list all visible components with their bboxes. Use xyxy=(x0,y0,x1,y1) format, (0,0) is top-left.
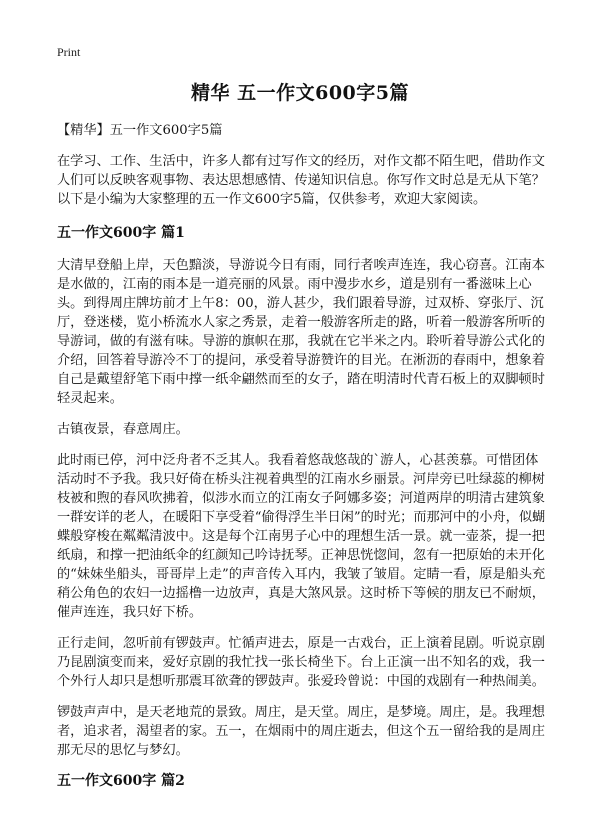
section-paragraph: 大清早登船上岸，天色黯淡，导游说今日有雨，同行者唉声连连，我心窃喜。江南本是水做的，江南的雨本是一道亮丽的风景。雨中漫步水乡，道是别有一番滋味上心头。到得周庄牌坊前才上午8：00，游人甚少，我们跟着导游，过双桥、穿张厅、沉厅，登迷楼，览小桥流水人家之秀景，走着一般游客所走的路，听着一般游客所听的导游词，做的有滋有味。导游的旗帜在那，我就在它半米之内。聆听着导游公式化的介绍，回答着导游冷不丁的提问，承受着导游赞许的目光。在淅沥的春雨中，想象着自己是戴望舒笔下雨中撑一纸伞翩然而至的女子，踏在明清时代青石板上的双脚顿时轻灵起来。 xyxy=(57,258,545,406)
intro-paragraph: 在学习、工作、生活中，许多人都有过写作文的经历，对作文都不陌生吧，借助作文人们可以反映客观事物、表达思想感情、传递知识信息。你写作文时总是无从下笔？以下是小编为大家整理的五一作文600字5篇，仅供参考，欢迎大家阅读。 xyxy=(57,154,545,207)
section-heading: 五一作文600字 篇2 xyxy=(57,773,185,789)
document-title: 精华 五一作文600字5篇 xyxy=(191,82,409,104)
document-body xyxy=(57,121,547,804)
section-paragraph: 正行走间，忽听前有锣鼓声。忙循声进去，原是一古戏台，正上演着昆剧。听说京剧乃昆剧演变而来，爱好京剧的我忙找一张长椅坐下。台上正演一出不知名的戏，我一个外行人却只是想听那震耳欲聋的锣鼓声。张爱玲曾说：中国的戏剧有一种热闹美。 xyxy=(57,636,545,689)
section-paragraph: 此时雨已停，河中泛舟者不乏其人。我看着悠哉悠哉的`游人，心甚羡慕。可惜团体活动时不予我。我只好倚在桥头注视着典型的江南水乡丽景。河岸旁已吐绿蕊的柳树枝被和煦的春风吹拂着，似涉水而立的江南女子阿娜多姿；河道两岸的明清古建筑象一群安详的老人，在暖阳下享受着“偷得浮生半日闲”的时光；而那河中的小舟，似蝴蝶般穿梭在粼粼清波中。这是每个江南男子心中的理想生活一景。就一壶茶，提一把纸扇，和撑一把油纸伞的红颜知己吟诗抚琴。正神思恍惚间，忽有一把原始的未开化的“妹妹坐船头，哥哥岸上走”的声音传入耳内，我皱了皱眉。定睛一看，原是船头充稍公角色的农妇一边摇橹一边放声，真是大煞风景。这时桥下等候的朋友已不耐烦，催声连连，我只好下桥。 xyxy=(57,453,546,620)
print-link[interactable]: Print xyxy=(57,45,81,59)
section-paragraph: 古镇夜景，春意周庄。 xyxy=(57,422,189,437)
section-heading: 五一作文600字 篇1 xyxy=(57,225,185,241)
document-subtitle: 【精华】五一作文600字5篇 xyxy=(57,123,223,138)
section-paragraph: 锣鼓声声中，是天老地荒的景致。周庄，是天堂。周庄，是梦境。周庄，是。我理想者，追求者，渴望者的家。五一，在烟雨中的周庄逝去，但这个五一留给我的是周庄那无尽的思忆与梦幻。 xyxy=(57,705,545,758)
